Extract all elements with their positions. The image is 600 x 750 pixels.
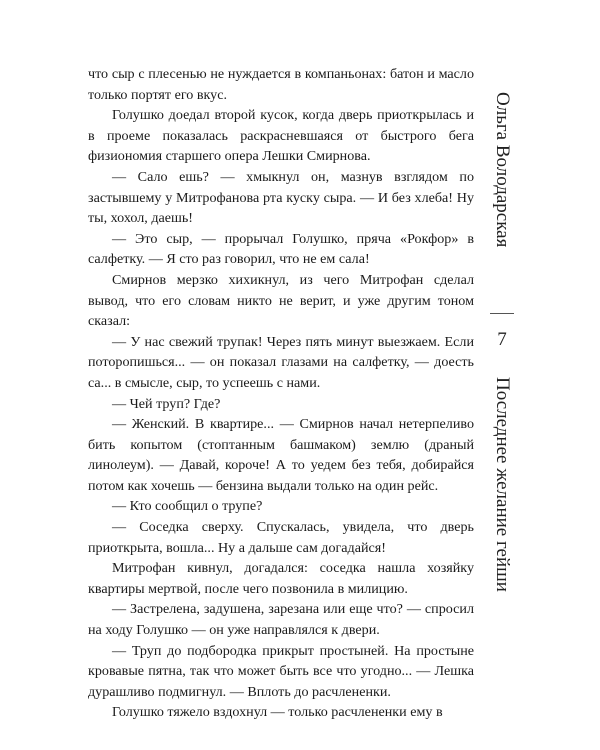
page-number: 7 — [497, 329, 507, 350]
paragraph-2: Голушко доедал второй кусок, когда дверь приоткрылась и в проеме показалась раскрасневшаяся от быстрого бега физиономия старшего опера Лешки Смирнова. — [88, 107, 474, 165]
paragraph-12: — Застрелена, задушена, зарезана или еще что? — спросил на ходу Голушко — он уже направлялся к двери. — [88, 601, 474, 639]
paragraph-8: — Женский. В квартире... — Смирнов начал нетерпеливо бить копытом (стоптанным башмаком) землю (драный линолеум). — Давай, короче! А то уедем без тебя, добирайся потом как хочешь — бензина выдали только на один рейс. — [88, 416, 474, 494]
paragraph-14: Голушко тяжело вздохнул — только расчлененки ему в — [112, 704, 443, 721]
paragraph-7: — Чей труп? Где? — [112, 395, 221, 412]
running-header-title: Последнее желание гейши — [492, 377, 513, 592]
paragraph-10: — Соседка сверху. Спускалась, увидела, что дверь приоткрыта, вошла... Ну а дальше сам догадайся! — [88, 519, 474, 556]
paragraph-3: — Сало ешь? — хмыкнул он, мазнув взглядом по застывшему у Митрофанова рта куску сыра. — И без хлеба! Ну ты, хохол, даешь! — [88, 168, 474, 227]
running-header-author: Ольга Володарская — [492, 92, 513, 248]
paragraph-5: Смирнов мерзко хихикнул, из чего Митрофан сделал вывод, что его словам никто не верит, и уже другим тоном сказал: — [88, 271, 474, 330]
paragraph-13: — Труп до подбородка прикрыт простыней. На простыне кровавые пятна, так что может быть все что угодно... — Лешка дурашливо подмигнул. — Вплоть до расчлененки. — [88, 642, 474, 700]
paragraph-6: — У нас свежий трупак! Через пять минут выезжаем. Если поторопишься... — он показал глазами на салфетку, — доесть са... в смысле, сыр, то успеешь с нами. — [88, 333, 474, 391]
paragraph-9: — Кто сообщил о трупе? — [112, 498, 263, 515]
page-body-text — [88, 64, 474, 723]
paragraph-4: — Это сыр, — прорычал Голушко, пряча «Рокфор» в салфетку. — Я сто раз говорил, что не ем сала! — [88, 230, 474, 268]
paragraph-11: Митрофан кивнул, догадался: соседка нашла хозяйку квартиры мертвой, после чего позвонила в милицию. — [88, 560, 474, 597]
header-divider — [490, 313, 514, 314]
running-header — [486, 92, 518, 712]
paragraph-1: что сыр с плесенью не нуждается в компаньонах: батон и масло только портят его вкус. — [88, 66, 474, 103]
